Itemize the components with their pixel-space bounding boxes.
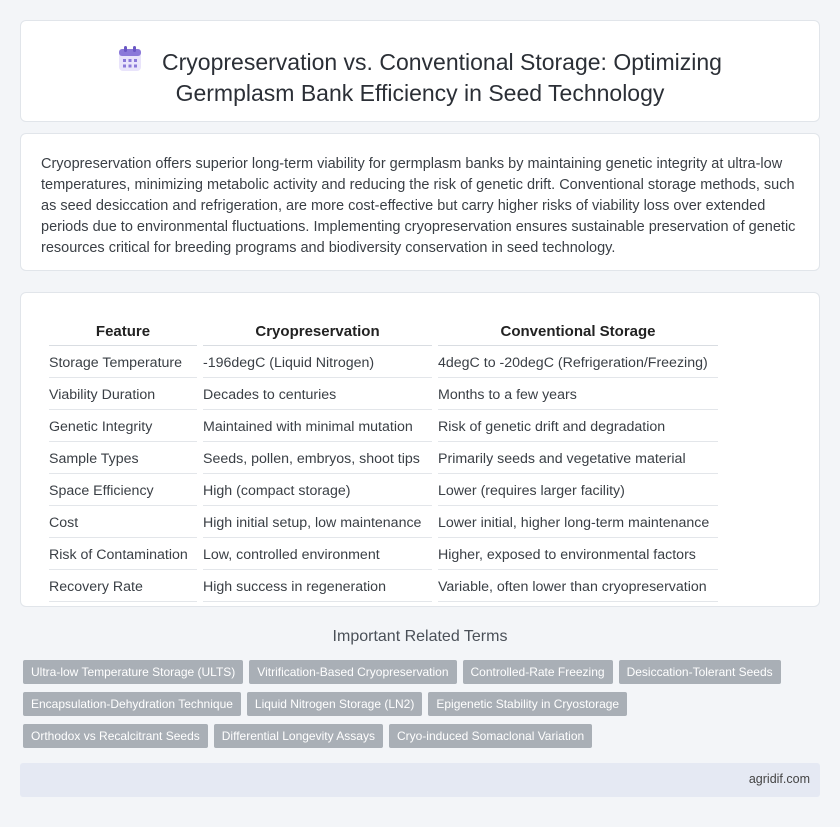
table-row [49, 348, 718, 378]
intro-text: Cryopreservation offers superior long-term viability for germplasm banks by maintaining genetic integrity at ultra-low temperatures, minimizing metabolic activity and reducing the risk of genetic drift. Conventional storage methods, such as seed desiccation and refrigeration, are more cost-effective but carry higher risks of viability loss over extended periods due to environmental fluctuations. Implementing cryopreservation ensures sustainable preservation of genetic resources critical for breeding programs and biodiversity conservation in seed technology. [41, 156, 796, 256]
conventional-cell: Primarily seeds and vegetative material [438, 444, 718, 474]
header-conventional-storage: Conventional Storage [438, 317, 718, 346]
conventional-cell: Months to a few years [438, 380, 718, 410]
related-term-tag[interactable]: Differential Longevity Assays [214, 724, 383, 748]
feature-cell: Storage Temperature [49, 348, 197, 378]
title-card [20, 20, 820, 122]
title-line-1: Cryopreservation vs. Conventional Storage: Optimizing [162, 49, 722, 75]
feature-cell: Risk of Contamination [49, 540, 197, 570]
table-header-row [49, 317, 718, 346]
related-terms-title: Important Related Terms [332, 628, 508, 645]
related-term-tag[interactable]: Encapsulation-Dehydration Technique [23, 692, 241, 716]
table-row [49, 476, 718, 506]
feature-cell: Viability Duration [49, 380, 197, 410]
related-term-tag[interactable]: Ultra-low Temperature Storage (ULTS) [23, 660, 243, 684]
conventional-cell: Lower (requires larger facility) [438, 476, 718, 506]
table-row [49, 444, 718, 474]
feature-cell: Cost [49, 508, 197, 538]
table-row [49, 508, 718, 538]
related-term-tag[interactable]: Vitrification-Based Cryopreservation [249, 660, 456, 684]
related-term-tag[interactable]: Cryo-induced Somaclonal Variation [389, 724, 592, 748]
cryopreservation-cell: High success in regeneration [203, 572, 432, 602]
cryopreservation-cell: High initial setup, low maintenance [203, 508, 432, 538]
comparison-card [20, 292, 820, 607]
conventional-cell: Risk of genetic drift and degradation [438, 412, 718, 442]
related-term-tag[interactable]: Orthodox vs Recalcitrant Seeds [23, 724, 208, 748]
table-row [49, 380, 718, 410]
conventional-cell: 4degC to -20degC (Refrigeration/Freezing) [438, 348, 718, 378]
table-row [49, 572, 718, 602]
cryopreservation-cell: High (compact storage) [203, 476, 432, 506]
feature-cell: Recovery Rate [49, 572, 197, 602]
cryopreservation-cell: Decades to centuries [203, 380, 432, 410]
feature-cell: Genetic Integrity [49, 412, 197, 442]
comparison-table [43, 315, 724, 604]
conventional-cell: Lower initial, higher long-term maintenance [438, 508, 718, 538]
feature-cell: Space Efficiency [49, 476, 197, 506]
cryopreservation-cell: Maintained with minimal mutation [203, 412, 432, 442]
related-term-tag[interactable]: Desiccation-Tolerant Seeds [619, 660, 781, 684]
intro-card [20, 133, 820, 271]
cryopreservation-cell: Seeds, pollen, embryos, shoot tips [203, 444, 432, 474]
title-line-2: Germplasm Bank Efficiency in Seed Technology [175, 80, 665, 106]
footer-site: agridif.com [748, 772, 810, 786]
conventional-cell: Variable, often lower than cryopreservation [438, 572, 718, 602]
header-cryopreservation: Cryopreservation [203, 317, 432, 346]
table-row [49, 412, 718, 442]
calendar-icon [118, 46, 142, 79]
footer [20, 763, 820, 797]
header-feature: Feature [49, 317, 197, 346]
related-term-tag[interactable]: Epigenetic Stability in Cryostorage [428, 692, 627, 716]
conventional-cell: Higher, exposed to environmental factors [438, 540, 718, 570]
feature-cell: Sample Types [49, 444, 197, 474]
cryopreservation-cell: Low, controlled environment [203, 540, 432, 570]
page-title [21, 46, 819, 108]
table-row [49, 540, 718, 570]
cryopreservation-cell: -196degC (Liquid Nitrogen) [203, 348, 432, 378]
related-terms-list [23, 660, 823, 756]
related-term-tag[interactable]: Controlled-Rate Freezing [463, 660, 613, 684]
related-term-tag[interactable]: Liquid Nitrogen Storage (LN2) [247, 692, 422, 716]
